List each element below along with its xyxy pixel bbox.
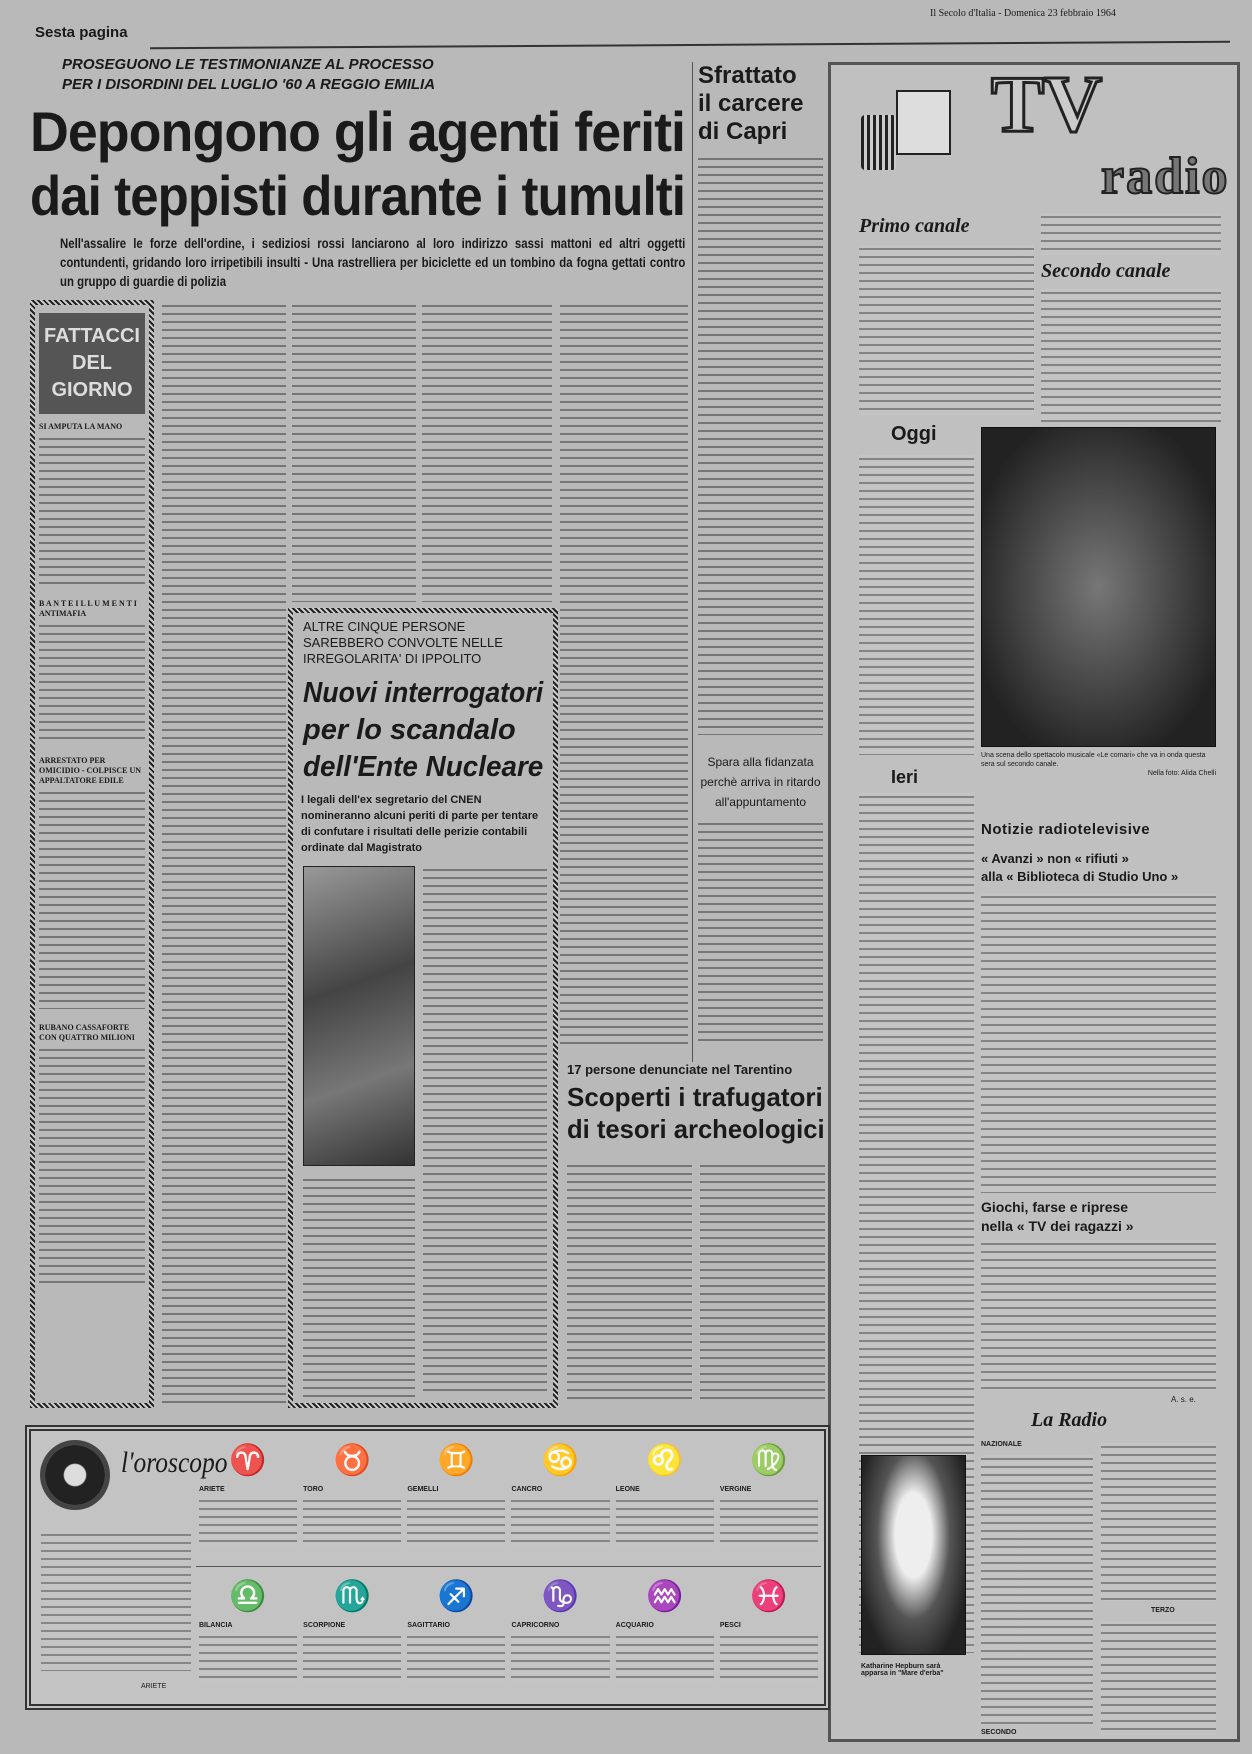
- ieri-title: Ieri: [891, 767, 919, 787]
- sign-forecast: [616, 1633, 714, 1683]
- zodiac-sagittario-icon: ♐: [437, 1580, 476, 1613]
- sign-name: PESCI: [719, 1622, 741, 1629]
- title-line: GIORNO: [51, 379, 133, 401]
- sign-entry: [196, 1431, 300, 1566]
- sign-entry: [404, 1431, 508, 1566]
- sign-name: TORO: [303, 1486, 324, 1493]
- lead-subhead: Nell'assalire le forze dell'ordine, i sediziosi rossi lanciarono al loro indirizzo sassi mattoni ed altri oggetti contundenti, gridando loro irripetibili insulti - Una rastrelliera per biciclette ed un tombino da fogna gettati contro un gruppo di guardie di polizia: [60, 236, 686, 289]
- radio-nazionale-label: NAZIONALE: [981, 1441, 1022, 1448]
- sign-entry: [508, 1566, 612, 1701]
- sign-name: SCORPIONE: [303, 1622, 346, 1629]
- brief-heading: SI AMPUTA LA MANO: [39, 422, 123, 431]
- ente-body: [423, 866, 547, 1397]
- radio-schedule: [981, 1455, 1093, 1725]
- column-rule: [692, 62, 693, 1062]
- la-radio-title: La Radio: [1031, 1409, 1108, 1431]
- ente-summary: I legali dell'ex segretario del CNEN nomineranno alcuni periti di parte per tentare di confutare i risultati delle perizie contabili ordinate dal Magistrato: [301, 794, 539, 854]
- zodiac-ariete-icon: ♈: [229, 1444, 267, 1477]
- photo-credit: Nella foto: Alida Chelli: [1147, 770, 1216, 777]
- title-line: « Avanzi » non « rifiuti »: [981, 851, 1129, 866]
- lead-kicker: [62, 55, 682, 95]
- brief-body: [39, 435, 145, 585]
- tarentino-kicker: 17 persone denunciate nel Tarentino: [567, 1062, 793, 1077]
- dateline: Il Secolo d'Italia - Domenica 23 febbraio 1964: [930, 8, 1116, 19]
- sign-forecast: [616, 1497, 714, 1547]
- tarentino-headline: [567, 1081, 825, 1145]
- horoscope-title: l'oroscopo: [121, 1446, 228, 1479]
- zodiac-acquario-icon: ♒: [646, 1580, 684, 1613]
- headline-line: Sfrattato: [698, 62, 797, 89]
- sun-emblem-icon: [45, 1445, 105, 1505]
- zodiac-bilancia-icon: ♎: [229, 1580, 267, 1613]
- brief-heading: B A N T E I L L U M E N T I ANTIMAFIA: [39, 599, 137, 618]
- sign-entry: [717, 1431, 821, 1566]
- zodiac-leone-icon: ♌: [646, 1444, 684, 1477]
- headline-line: perchè arriva in ritardo: [700, 775, 821, 789]
- avanzi-body: [981, 893, 1216, 1193]
- zodiac-vergine-icon: ♍: [750, 1444, 788, 1477]
- article-body: [422, 302, 552, 602]
- headline-line: per lo scandalo: [303, 714, 516, 746]
- tarentino-article: [567, 1062, 825, 1145]
- sign-name: VERGINE: [719, 1486, 752, 1493]
- headline-line: Nuovi interrogatori: [303, 677, 544, 709]
- zodiac-capricorno-icon: ♑: [541, 1580, 580, 1613]
- lead-headline: [30, 100, 685, 228]
- horoscope-box: [25, 1425, 830, 1710]
- capri-headline: [698, 62, 823, 146]
- brief-heading: RUBANO CASSAFORTE CON QUATTRO MILIONI: [39, 1023, 135, 1042]
- sign-entry: [300, 1431, 404, 1566]
- giochi-title: [981, 1198, 1216, 1236]
- caption-text: Una scena dello spettacolo musicale «Le comari» che va in onda questa sera sul secondo canale.: [981, 752, 1206, 768]
- sign-entry: [613, 1566, 717, 1701]
- tv-logo: TV: [991, 61, 1103, 149]
- primo-canale-schedule: [1041, 213, 1221, 255]
- tv-show-photo: [981, 427, 1216, 747]
- headline-line: all'appuntamento: [714, 795, 807, 809]
- sign-forecast: [511, 1497, 609, 1547]
- hepburn-photo: [861, 1455, 966, 1655]
- sign-forecast: [199, 1633, 297, 1683]
- headline-line: di tesori archeologici: [567, 1114, 825, 1144]
- sign-name: ARIETE: [199, 1486, 225, 1493]
- title-line: DEL: [72, 352, 112, 374]
- spara-body: [698, 820, 823, 1045]
- sign-name: GEMELLI: [407, 1486, 439, 1493]
- article-body: [292, 302, 416, 602]
- sign-entry: [196, 1566, 300, 1701]
- sign-name: LEONE: [615, 1486, 640, 1493]
- sign-forecast: [199, 1497, 297, 1547]
- headline-line: il carcere: [698, 90, 804, 117]
- horoscope-intro: [41, 1531, 191, 1671]
- ente-nucleare-box: [288, 608, 558, 1408]
- kicker-line: PER I DISORDINI DEL LUGLIO '60 A REGGIO EMILIA: [62, 76, 436, 93]
- zodiac-pesci-icon: ♓: [750, 1580, 788, 1613]
- oggi-title: Oggi: [891, 423, 937, 445]
- kicker-line: PROSEGUONO LE TESTIMONIANZE AL PROCESSO: [62, 56, 434, 73]
- sign-name: CANCRO: [511, 1486, 543, 1493]
- radio-terzo-label: TERZO: [1151, 1607, 1175, 1614]
- zodiac-scorpione-icon: ♏: [333, 1580, 371, 1613]
- title-line: nella « TV dei ragazzi »: [981, 1218, 1134, 1234]
- signs-grid: [196, 1431, 821, 1701]
- signature: A. s. e.: [1171, 1395, 1196, 1404]
- headline-line: Spara alla fidanzata: [707, 755, 814, 769]
- zodiac-toro-icon: ♉: [333, 1444, 371, 1477]
- fattacci-title: [39, 313, 145, 414]
- tv-viewer-illustration: [851, 80, 961, 200]
- section-label: Sesta pagina: [35, 24, 128, 41]
- sign-name: SAGITTARIO: [407, 1622, 450, 1629]
- brief-body: [39, 1046, 145, 1286]
- masthead-rule: [150, 41, 1230, 50]
- secondo-canale-schedule: [1041, 289, 1221, 422]
- horoscope-signature: ARIETE: [141, 1683, 167, 1690]
- headline-line: dell'Ente Nucleare: [303, 751, 544, 783]
- headline-line: di Capri: [698, 118, 788, 145]
- article-body: [560, 735, 688, 1045]
- zodiac-cancro-icon: ♋: [541, 1444, 580, 1477]
- sign-name: CAPRICORNO: [511, 1622, 560, 1629]
- tv-radio-box: [828, 62, 1240, 1742]
- primo-canale-title: Primo canale: [859, 215, 970, 237]
- tarentino-body: [567, 1162, 692, 1405]
- article-body: [162, 302, 286, 1404]
- ente-kicker: ALTRE CINQUE PERSONE SAREBBERO CONVOLTE NELLE IRREGOLARITA' DI IPPOLITO: [303, 619, 503, 666]
- brief-body: [39, 622, 145, 742]
- sign-forecast: [407, 1633, 505, 1683]
- radio-schedule: [1101, 1621, 1216, 1735]
- brief-heading: ARRESTATO PER OMICIDIO - COLPISCE UN APPALTATORE EDILE: [39, 756, 142, 785]
- title-line: FATTACCI: [44, 325, 140, 347]
- headline-line: dai teppisti durante i tumulti: [30, 164, 686, 227]
- portrait-photo: [303, 866, 415, 1166]
- sign-entry: [717, 1566, 821, 1701]
- article-body: [560, 302, 688, 732]
- sign-entry: [508, 1431, 612, 1566]
- sign-entry: [404, 1566, 508, 1701]
- title-line: Giochi, farse e riprese: [981, 1199, 1129, 1215]
- sign-name: BILANCIA: [199, 1622, 233, 1629]
- secondo-canale-title: Secondo canale: [1041, 260, 1171, 282]
- radio-logo: radio: [1101, 148, 1230, 205]
- sign-forecast: [720, 1633, 818, 1683]
- ente-headline: [293, 673, 553, 788]
- avanzi-title: [981, 850, 1216, 886]
- primo-canale-schedule: [859, 245, 1034, 415]
- sign-forecast: [303, 1497, 401, 1547]
- sign-name: ACQUARIO: [615, 1622, 654, 1629]
- ente-content: [293, 860, 553, 1403]
- hepburn-caption: Katharine Hepburn sarà apparsa in "Mare d'erba": [861, 1663, 944, 1677]
- radio-secondo-label: SECONDO: [981, 1729, 1017, 1736]
- notizie-title: Notizie radiotelevisive: [981, 821, 1151, 838]
- headline-line: Depongono gli agenti feriti: [30, 100, 686, 163]
- spara-headline: [698, 752, 823, 812]
- giochi-body: [981, 1240, 1216, 1390]
- oggi-body: [859, 455, 974, 755]
- radio-schedule: [1101, 1443, 1216, 1601]
- tarentino-body: [700, 1162, 825, 1405]
- headline-line: Scoperti i trafugatori: [567, 1082, 823, 1112]
- brief-body: [39, 789, 145, 1009]
- photo-caption: [981, 751, 1216, 778]
- title-line: alla « Biblioteca di Studio Uno »: [981, 869, 1179, 884]
- sign-entry: [613, 1431, 717, 1566]
- sign-forecast: [511, 1633, 609, 1683]
- sign-forecast: [720, 1497, 818, 1547]
- ente-body: [303, 1176, 415, 1397]
- sign-entry: [300, 1566, 404, 1701]
- capri-body: [698, 155, 823, 735]
- sign-forecast: [407, 1497, 505, 1547]
- sign-forecast: [303, 1633, 401, 1683]
- zodiac-gemelli-icon: ♊: [437, 1444, 476, 1477]
- fattacci-box: [30, 300, 154, 1408]
